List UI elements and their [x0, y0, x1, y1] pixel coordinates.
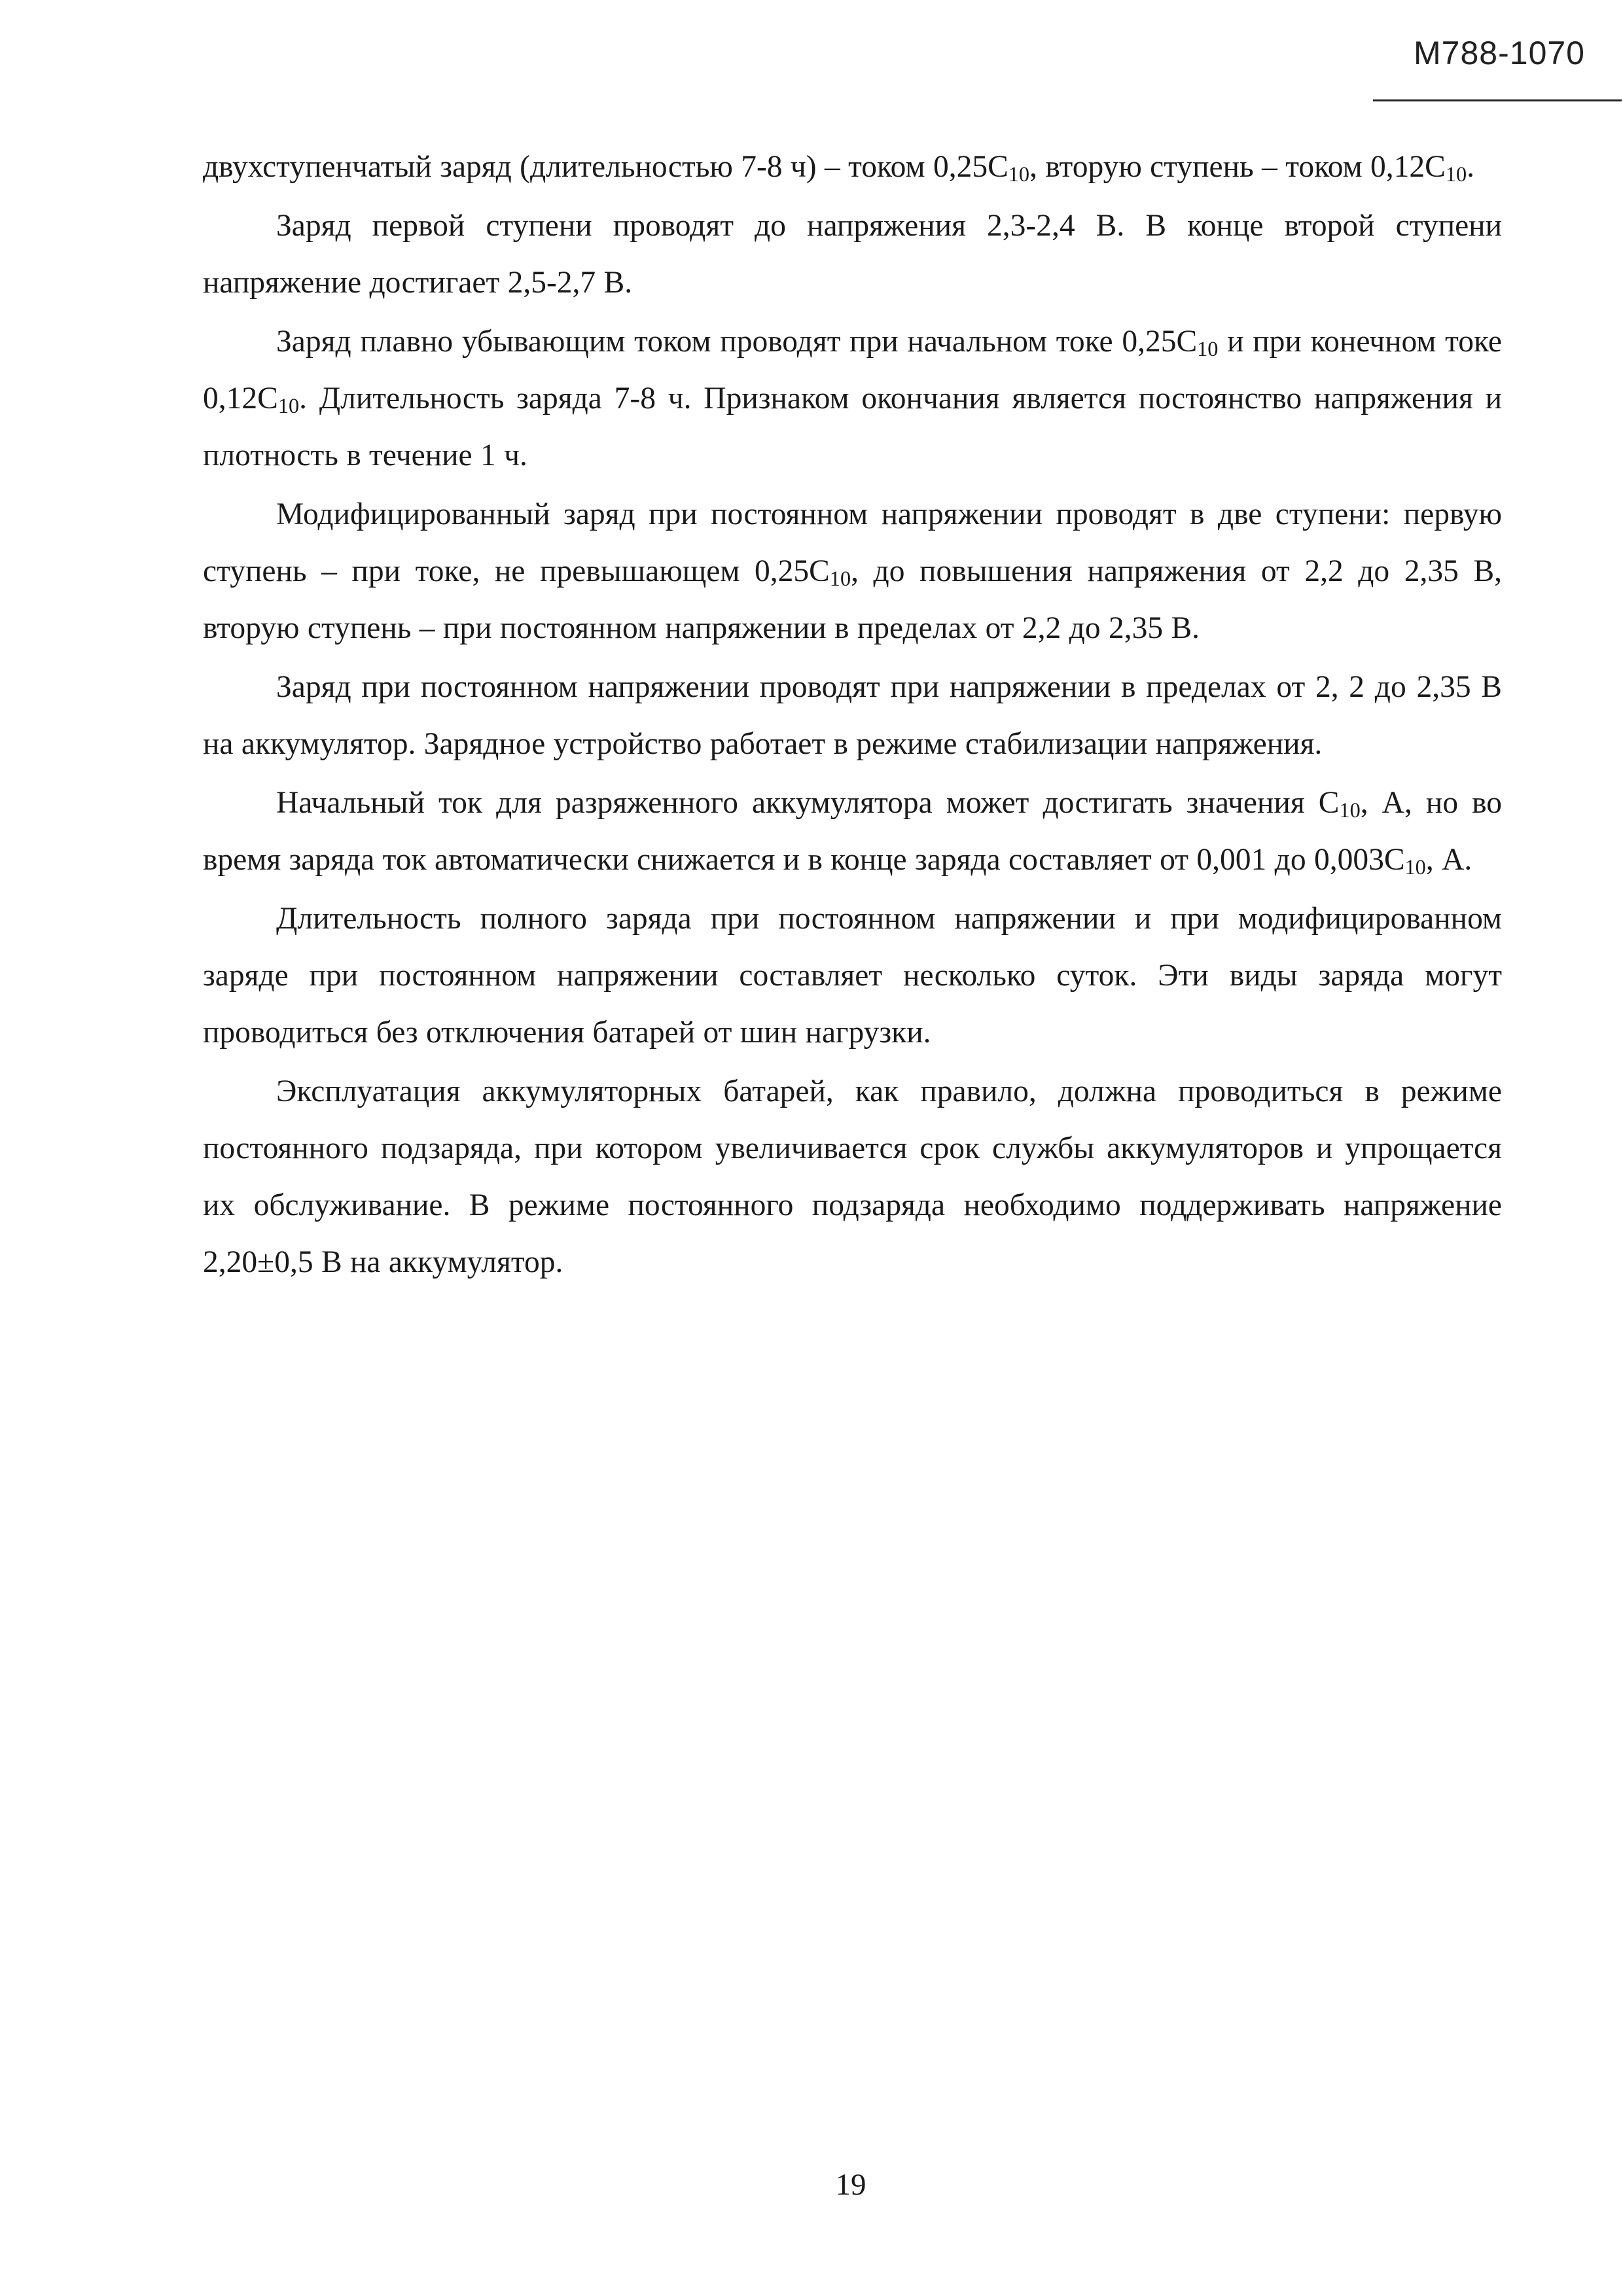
text-segment: . Длительность заряда 7-8 ч. Признаком окончания является постоянство напряжения и плотность в течение 1 ч.	[203, 381, 1502, 472]
text-segment: Заряд плавно убывающим током проводят при начальном токе 0,25С	[276, 325, 1198, 359]
subscript: 10	[1339, 798, 1361, 822]
text-segment: Модифицированный заряд при постоянном напряжении проводят в две ступени: первую ступень – при токе, не превышающем 0,25С	[203, 497, 1502, 588]
page-number: 19	[835, 2168, 866, 2202]
subscript: 10	[1008, 162, 1030, 186]
text-segment: Эксплуатация аккумуляторных батарей, как правило, должна проводиться в режиме постоянного подзаряда, при котором увеличивается срок службы аккумуляторов и упрощается их обслуживание. В режиме постоянного подзаряда необходимо поддерживать напряжение 2,20±0,5 В на аккумулятор.	[203, 1074, 1502, 1279]
text-segment: , А.	[1425, 843, 1472, 877]
text-segment: , А, но во время заряда ток автоматически снижается и в конце заряда составляет от 0,001 до 0,003С	[203, 786, 1502, 877]
text-segment: Заряд при постоянном напряжении проводят при напряжении в пределах от 2, 2 до 2,35 В на аккумулятор. Зарядное устройство работает в режиме стабилизации напряжения.	[203, 670, 1502, 761]
document-code: М788-1070	[1414, 35, 1585, 71]
subscript: 10	[829, 567, 851, 591]
paragraph	[203, 313, 1502, 484]
text-segment: Заряд первой ступени проводят до напряжения 2,3-2,4 В. В конце второй ступени напряжение достигает 2,5-2,7 В.	[203, 209, 1502, 300]
document-body	[203, 139, 1502, 1293]
text-segment: и при конечном токе 0,12С	[203, 325, 1502, 415]
text-segment: , до повышения напряжения от 2,2 до 2,35 В, вторую ступень – при постоянном напряжении в пределах от 2,2 до 2,35 В.	[203, 554, 1502, 645]
paragraph	[203, 198, 1502, 311]
text-segment: Длительность полного заряда при постоянном напряжении и при модифицированном заряде при постоянном напряжении составляет несколько суток. Эти виды заряда могут проводиться без отключения батарей от шин нагрузки.	[203, 902, 1502, 1050]
paragraph	[203, 891, 1502, 1061]
subscript: 10	[1445, 162, 1467, 186]
subscript: 10	[277, 394, 300, 418]
header-rule	[1373, 99, 1622, 101]
paragraph	[203, 1063, 1502, 1291]
subscript: 10	[1404, 855, 1426, 879]
paragraph	[203, 659, 1502, 773]
paragraph	[203, 775, 1502, 889]
text-segment: Начальный ток для разряженного аккумулятора может достигать значения С	[276, 786, 1340, 820]
paragraph	[203, 139, 1502, 196]
paragraph	[203, 486, 1502, 657]
subscript: 10	[1197, 337, 1219, 361]
text-segment: .	[1467, 150, 1475, 184]
text-segment: двухступенчатый заряд (длительностью 7-8 ч) – током 0,25С	[203, 150, 1008, 184]
text-segment: , вторую ступень – током 0,12С	[1029, 150, 1446, 184]
